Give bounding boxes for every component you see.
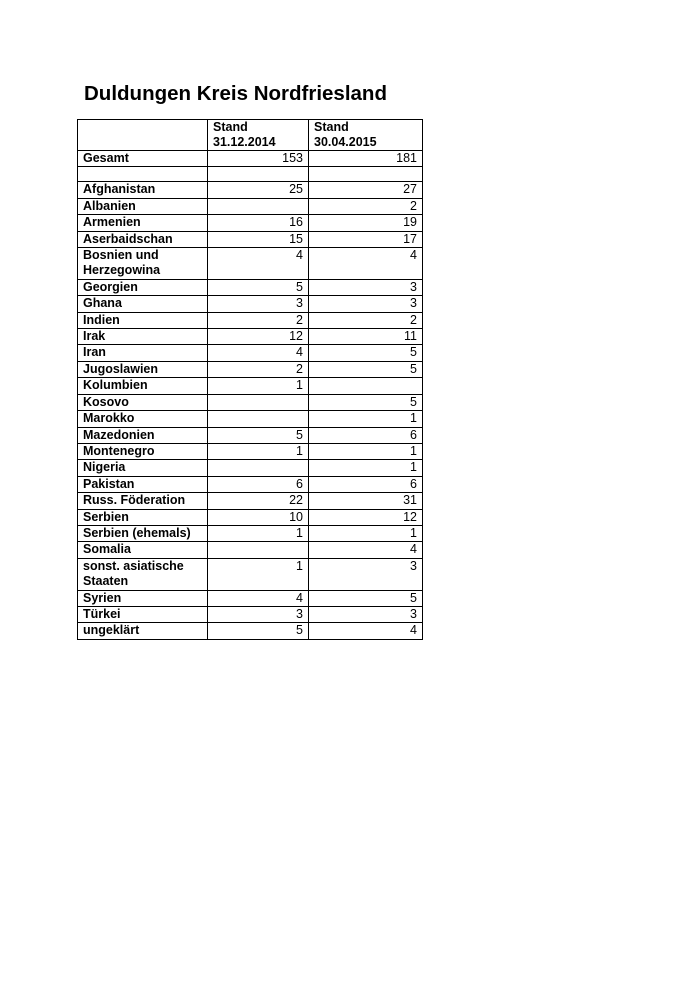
- spacer-row: [78, 167, 423, 182]
- table-row: [78, 296, 423, 312]
- table-row: [78, 476, 423, 492]
- table-row: [78, 443, 423, 459]
- value-2015-cell: 1: [309, 443, 423, 459]
- value-2015-cell: 5: [309, 361, 423, 377]
- table-row: [78, 427, 423, 443]
- country-cell: Nigeria: [78, 460, 208, 476]
- value-2014-cell: 4: [208, 345, 309, 361]
- value-2015-cell: 4: [309, 542, 423, 558]
- value-2014-cell: 12: [208, 329, 309, 345]
- duldungen-table: [77, 119, 423, 640]
- table-row: [78, 312, 423, 328]
- table-row: [78, 525, 423, 541]
- table-row: [78, 542, 423, 558]
- table-row: [78, 378, 423, 394]
- country-cell: Ghana: [78, 296, 208, 312]
- value-2014-cell: 3: [208, 296, 309, 312]
- value-2014-cell: 22: [208, 493, 309, 509]
- value-2015-cell: 31: [309, 493, 423, 509]
- value-2014-cell: 1: [208, 558, 309, 590]
- value-2014-cell: 5: [208, 279, 309, 295]
- value-2014-cell: 25: [208, 182, 309, 198]
- table-row: [78, 198, 423, 214]
- table-row: [78, 279, 423, 295]
- value-2014-cell: 3: [208, 606, 309, 622]
- value-2015-cell: 2: [309, 312, 423, 328]
- table-row: [78, 248, 423, 280]
- country-cell: Russ. Föderation: [78, 493, 208, 509]
- value-2015-cell: 1: [309, 411, 423, 427]
- table-row: [78, 493, 423, 509]
- value-2014-cell: 10: [208, 509, 309, 525]
- table-row: [78, 558, 423, 590]
- value-2014-cell: 1: [208, 525, 309, 541]
- table-row: [78, 231, 423, 247]
- total-2015: 181: [309, 151, 423, 167]
- table-row: [78, 215, 423, 231]
- header-2014-label: Stand: [213, 120, 248, 134]
- value-2015-cell: 5: [309, 345, 423, 361]
- country-cell: Somalia: [78, 542, 208, 558]
- value-2014-cell: [208, 198, 309, 214]
- header-row: [78, 120, 423, 151]
- table-row: [78, 361, 423, 377]
- value-2015-cell: 3: [309, 558, 423, 590]
- spacer-cell: [309, 167, 423, 182]
- value-2015-cell: 12: [309, 509, 423, 525]
- total-label: Gesamt: [78, 151, 208, 167]
- table-row: [78, 623, 423, 639]
- value-2015-cell: 17: [309, 231, 423, 247]
- country-cell: Pakistan: [78, 476, 208, 492]
- table-row: [78, 394, 423, 410]
- value-2015-cell: 5: [309, 394, 423, 410]
- country-cell: Aserbaidschan: [78, 231, 208, 247]
- value-2014-cell: 6: [208, 476, 309, 492]
- value-2014-cell: 16: [208, 215, 309, 231]
- value-2015-cell: 27: [309, 182, 423, 198]
- value-2015-cell: 11: [309, 329, 423, 345]
- table-row: [78, 460, 423, 476]
- country-cell: Syrien: [78, 590, 208, 606]
- value-2014-cell: [208, 411, 309, 427]
- value-2015-cell: 1: [309, 525, 423, 541]
- total-2014: 153: [208, 151, 309, 167]
- table-row: [78, 329, 423, 345]
- country-cell: Kosovo: [78, 394, 208, 410]
- value-2015-cell: 6: [309, 476, 423, 492]
- value-2015-cell: 3: [309, 606, 423, 622]
- value-2015-cell: 6: [309, 427, 423, 443]
- value-2015-cell: 1: [309, 460, 423, 476]
- country-cell: Indien: [78, 312, 208, 328]
- country-cell: Georgien: [78, 279, 208, 295]
- country-cell: Kolumbien: [78, 378, 208, 394]
- country-cell: Serbien: [78, 509, 208, 525]
- table-row: [78, 606, 423, 622]
- value-2015-cell: [309, 378, 423, 394]
- table-row: [78, 182, 423, 198]
- country-cell: ungeklärt: [78, 623, 208, 639]
- value-2014-cell: [208, 542, 309, 558]
- value-2014-cell: 2: [208, 312, 309, 328]
- table-row: [78, 345, 423, 361]
- country-cell: Serbien (ehemals): [78, 525, 208, 541]
- header-2015-date: 30.04.2015: [314, 135, 377, 149]
- table-row: [78, 509, 423, 525]
- table-row: [78, 590, 423, 606]
- value-2015-cell: 19: [309, 215, 423, 231]
- value-2014-cell: [208, 394, 309, 410]
- spacer-cell: [208, 167, 309, 182]
- country-cell: Irak: [78, 329, 208, 345]
- value-2014-cell: 1: [208, 443, 309, 459]
- page-title: Duldungen Kreis Nordfriesland: [84, 82, 387, 105]
- country-cell: Iran: [78, 345, 208, 361]
- country-cell: Mazedonien: [78, 427, 208, 443]
- country-cell: Jugoslawien: [78, 361, 208, 377]
- table-row: [78, 411, 423, 427]
- country-cell: Türkei: [78, 606, 208, 622]
- header-2015-label: Stand: [314, 120, 349, 134]
- header-stand-2014: [208, 120, 309, 151]
- country-cell: Montenegro: [78, 443, 208, 459]
- header-country: [78, 120, 208, 151]
- country-cell: Marokko: [78, 411, 208, 427]
- header-2014-date: 31.12.2014: [213, 135, 276, 149]
- value-2015-cell: 4: [309, 248, 423, 280]
- value-2014-cell: 5: [208, 427, 309, 443]
- total-row: [78, 151, 423, 167]
- value-2014-cell: 2: [208, 361, 309, 377]
- header-stand-2015: [309, 120, 423, 151]
- value-2014-cell: 4: [208, 248, 309, 280]
- value-2015-cell: 3: [309, 296, 423, 312]
- value-2015-cell: 2: [309, 198, 423, 214]
- country-cell: sonst. asiatische Staaten: [78, 558, 208, 590]
- country-cell: Bosnien und Herzegowina: [78, 248, 208, 280]
- value-2014-cell: 1: [208, 378, 309, 394]
- value-2015-cell: 5: [309, 590, 423, 606]
- country-cell: Armenien: [78, 215, 208, 231]
- country-cell: Albanien: [78, 198, 208, 214]
- value-2014-cell: 5: [208, 623, 309, 639]
- country-cell: Afghanistan: [78, 182, 208, 198]
- value-2014-cell: 15: [208, 231, 309, 247]
- spacer-cell: [78, 167, 208, 182]
- value-2015-cell: 4: [309, 623, 423, 639]
- value-2014-cell: [208, 460, 309, 476]
- value-2015-cell: 3: [309, 279, 423, 295]
- value-2014-cell: 4: [208, 590, 309, 606]
